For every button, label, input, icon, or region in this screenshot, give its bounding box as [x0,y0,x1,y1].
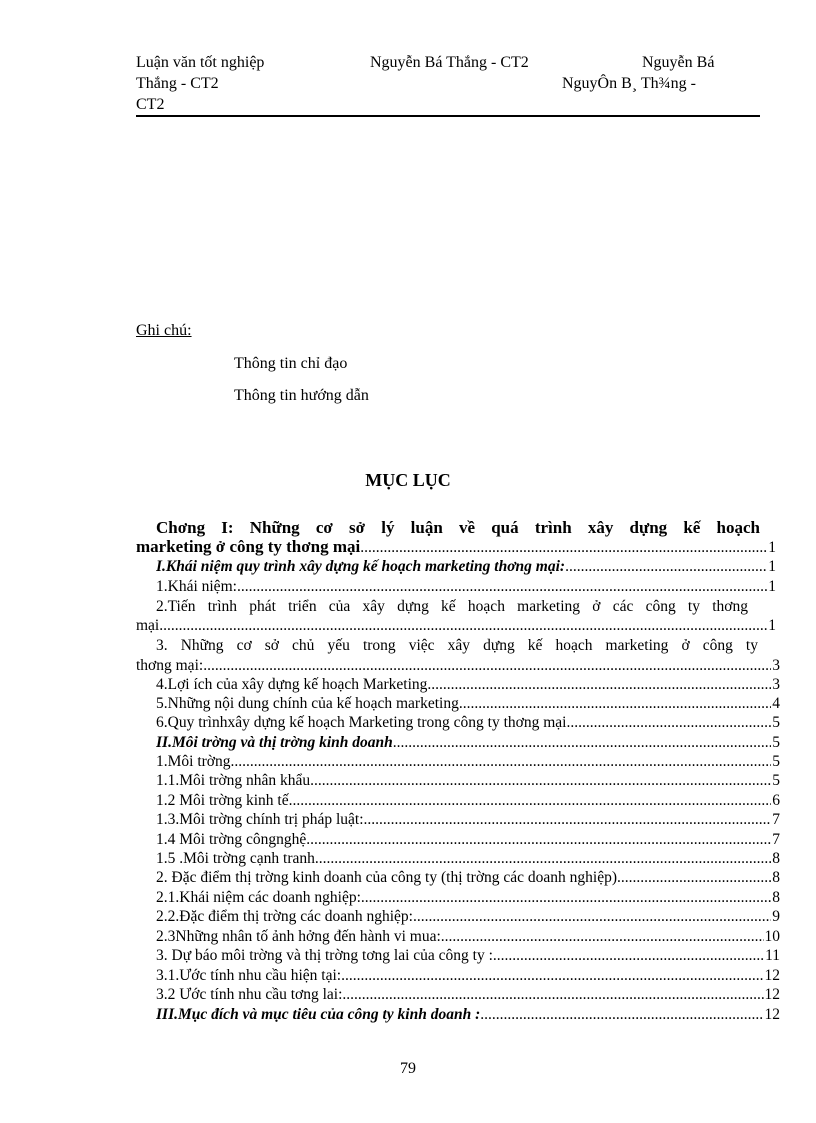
page-number: 79 [400,1060,416,1077]
toc-page: 10 [764,928,780,945]
toc-page: 5 [772,734,780,751]
header-thesis-label: Luận văn tốt nghiệp [136,54,265,71]
toc-entry [156,830,780,849]
toc-entry-text: 2.1.Khái niệm các doanh nghiệp: [156,889,361,906]
header-author-wrap: Nguyễn Bá [642,54,715,71]
toc-entry-text: 1.3.Môi trờng chính trị pháp luật: [156,811,364,828]
toc-page: 4 [772,695,780,712]
note-item: Thông tin hướng dẫn [234,387,369,404]
toc-entry [156,1005,780,1024]
toc-entry-text: 1.Môi trờng [156,753,231,770]
toc-entry-cont: mại [136,617,160,634]
toc-page: 11 [765,947,780,964]
toc-chapter-text: marketing ở công ty thơng mại [136,537,361,556]
header-divider [136,115,760,117]
toc-entry [156,771,780,790]
header-author-wrap-2: Thắng - CT2 [136,75,219,92]
toc-page: 5 [772,753,780,770]
toc-title: MỤC LỤC [365,470,451,490]
toc-entry-text: 2. Đặc điểm thị trờng kinh doanh của công ty (thị trờng các doanh nghiệp) [156,869,618,886]
notes-title: Ghi chú: [136,322,192,339]
toc-page: 7 [772,831,780,848]
toc-entry [136,616,776,635]
note-item: Thông tin chỉ đạo [234,355,348,372]
toc-entry-text: 1.5 .Môi trờng cạnh tranh [156,850,315,867]
toc-page: 1 [768,558,776,575]
toc-entry-text: III.Mục đích và mục tiêu của công ty kinh doanh : [156,1006,481,1023]
toc-entry-text: 5.Những nội dung chính của kế hoạch marketing [156,695,459,712]
toc-entry [156,752,780,771]
toc-entry-text: 3.2 Ước tính nhu cầu tơng lai: [156,986,343,1003]
toc-entry-text: 3. Những cơ sở chủ yếu trong việc xây dựng kế hoạch marketing ở công ty [156,637,758,654]
toc-entry [156,927,780,946]
toc-page: 9 [772,908,780,925]
toc-page: 1 [768,539,776,556]
toc-page: 1 [768,578,776,595]
toc-entry [156,810,780,829]
toc-entry-cont: thơng mại: [136,657,204,674]
toc-chapter-line [136,537,776,557]
toc-entry [156,849,780,868]
toc-entry [156,675,780,694]
toc-entry [156,577,776,596]
toc-entry [136,656,780,675]
toc-page: 3 [772,676,780,693]
toc-entry [156,907,780,926]
header-author-garbled: NguyÔn B¸ Th¾ng - [562,75,696,92]
toc-entry [156,713,780,732]
toc-entry-text: 2.3Những nhân tố ảnh hởng đến hành vi mua: [156,928,441,945]
toc-page: 6 [772,792,780,809]
toc-entry-text: 6.Quy trìnhxây dựng kế hoạch Marketing trong công ty thơng mại [156,714,567,731]
toc-chapter-heading: Chơng I: Những cơ sở lý luận về quá trình xây dựng kế hoạch [156,518,760,537]
toc-entry [156,946,780,965]
header-author: Nguyễn Bá Thắng - CT2 [370,54,529,71]
toc-page: 8 [772,869,780,886]
toc-entry [156,966,780,985]
toc-entry [156,985,780,1004]
toc-page: 12 [764,986,780,1003]
toc-entry [156,791,780,810]
toc-entry-text: 3.1.Ước tính nhu cầu hiện tại: [156,967,342,984]
header-author-wrap-3: CT2 [136,96,165,113]
toc-entry [156,694,780,713]
toc-entry-text: 1.4 Môi trờng côngnghệ [156,831,307,848]
toc-page: 8 [772,889,780,906]
toc-entry-text: 2.Tiến trình phát triển của xây dựng kế hoạch marketing ở các công ty thơng [156,598,748,615]
toc-entry [156,868,780,887]
toc-entry-text: 3. Dự báo môi trờng và thị trờng tơng lai của công ty : [156,947,493,964]
toc-page: 5 [772,772,780,789]
toc-entry-text: I.Khái niệm quy trình xây dựng kế hoạch marketing thơng mại: [156,558,566,575]
toc-entry-text: 4.Lợi ích của xây dựng kế hoạch Marketing [156,676,428,693]
toc-entry-text: 1.Khái niệm: [156,578,237,595]
toc-page: 7 [772,811,780,828]
toc-page: 3 [772,657,780,674]
toc-entry [156,733,780,752]
toc-page: 12 [764,1006,780,1023]
toc-page: 12 [764,967,780,984]
toc-entry [156,888,780,907]
toc-entry-text: II.Môi trờng và thị trờng kinh doanh [156,734,393,751]
toc-page: 8 [772,850,780,867]
toc-entry-text: 1.2 Môi trờng kinh tế [156,792,289,809]
toc-page: 5 [772,714,780,731]
toc-entry-text: 2.2.Đặc điểm thị trờng các doanh nghiệp: [156,908,413,925]
toc-page: 1 [768,617,776,634]
toc-entry-text: 1.1.Môi trờng nhân khẩu [156,772,311,789]
toc-entry [156,557,776,576]
